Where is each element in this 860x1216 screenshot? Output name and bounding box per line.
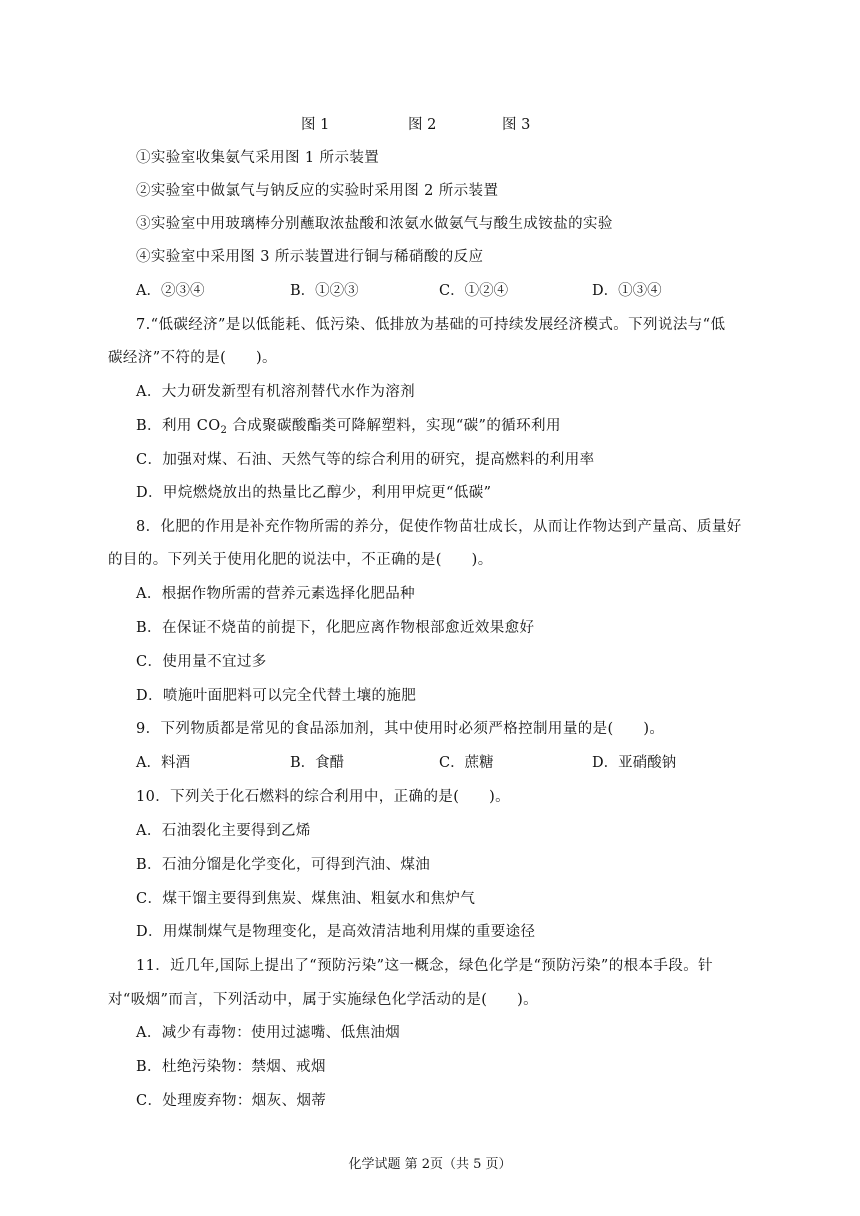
page-footer: 化学试题 第 2页（共 5 页） [348,1157,512,1172]
q10-option-b: B．石油分馏是化学变化，可得到汽油、煤油 [136,857,431,873]
q6-statement-3: ③实验室中用玻璃棒分别蘸取浓盐酸和浓氨水做氨气与酸生成铵盐的实验 [136,216,613,232]
q8-option-c: C．使用量不宜过多 [136,654,267,670]
q10-option-c: C．煤干馏主要得到焦炭、煤焦油、粗氨水和焦炉气 [136,891,476,907]
q11-option-a: A．减少有毒物：使用过滤嘴、低焦油烟 [136,1025,401,1041]
q8-option-d: D．喷施叶面肥料可以完全代替土壤的施肥 [136,688,417,704]
figure-2-caption: 图 2 [408,117,437,133]
q6-statement-4: ④实验室中采用图 3 所示装置进行铜与稀硝酸的反应 [136,249,484,265]
q7-option-d: D．甲烷燃烧放出的热量比乙醇少，利用甲烷更“低碳” [136,485,492,501]
q6-option-b: B．①②③ [290,283,359,299]
q8-option-b: B．在保证不烧苗的前提下，化肥应离作物根部愈近效果愈好 [136,620,535,636]
q6-option-a: A．②③④ [136,283,205,299]
q7-stem-line-1: 7.“低碳经济”是以低能耗、低污染、低排放为基础的可持续发展经济模式。下列说法与“低 [136,317,726,333]
figure-1-caption: 图 1 [301,117,330,133]
q7-option-b [136,416,561,436]
q9-stem: 9．下列物质都是常见的食品添加剂，其中使用时必须严格控制用量的是( )。 [136,721,665,737]
q6-statement-2: ②实验室中做氯气与钠反应的实验时采用图 2 所示装置 [136,183,499,199]
q6-option-d: D．①③④ [592,283,662,299]
q7-option-a: A．大力研发新型有机溶剂替代水作为溶剂 [136,384,416,400]
q11-stem-line-2: 对“吸烟”而言，下列活动中，属于实施绿色化学活动的是( )。 [108,992,539,1008]
q10-option-a: A．石油裂化主要得到乙烯 [136,823,311,839]
q10-stem: 10．下列关于化石燃料的综合利用中，正确的是( )。 [136,789,511,805]
q8-stem-line-1: 8．化肥的作用是补充作物所需的养分，促使作物苗壮成长，从而让作物达到产量高、质量好 [136,519,742,535]
q8-stem-line-2: 的目的。下列关于使用化肥的说法中，不正确的是( )。 [108,552,493,568]
q6-statement-1: ①实验室收集氨气采用图 1 所示装置 [136,150,380,166]
q11-option-b: B．杜绝污染物：禁烟、戒烟 [136,1059,326,1075]
q6-option-c: C．①②④ [439,283,509,299]
figure-3-caption: 图 3 [502,117,531,133]
q7-stem-line-2: 碳经济”不符的是( )。 [108,350,277,366]
q9-option-c: C．蔗糖 [439,755,494,771]
co2-subscript: 2 [220,425,228,436]
q9-option-a: A．料酒 [136,755,190,771]
q7-option-c: C．加强对煤、石油、天然气等的综合利用的研究，提高燃料的利用率 [136,452,595,468]
q9-option-b: B．食醋 [290,755,345,771]
q11-option-c: C．处理废弃物：烟灰、烟蒂 [136,1093,327,1109]
q8-option-a: A．根据作物所需的营养元素选择化肥品种 [136,586,416,602]
q10-option-d: D．用煤制煤气是物理变化，是高效清洁地利用煤的重要途径 [136,924,536,940]
q7-option-b-part1: B．利用 CO [136,418,221,434]
q11-stem-line-1: 11．近几年,国际上提出了“预防污染”这一概念，绿色化学是“预防污染”的根本手段。针 [136,958,714,974]
q9-option-d: D．亚硝酸钠 [592,755,677,771]
q7-option-b-part2: 合成聚碳酸酯类可降解塑料，实现“碳”的循环利用 [227,418,561,434]
